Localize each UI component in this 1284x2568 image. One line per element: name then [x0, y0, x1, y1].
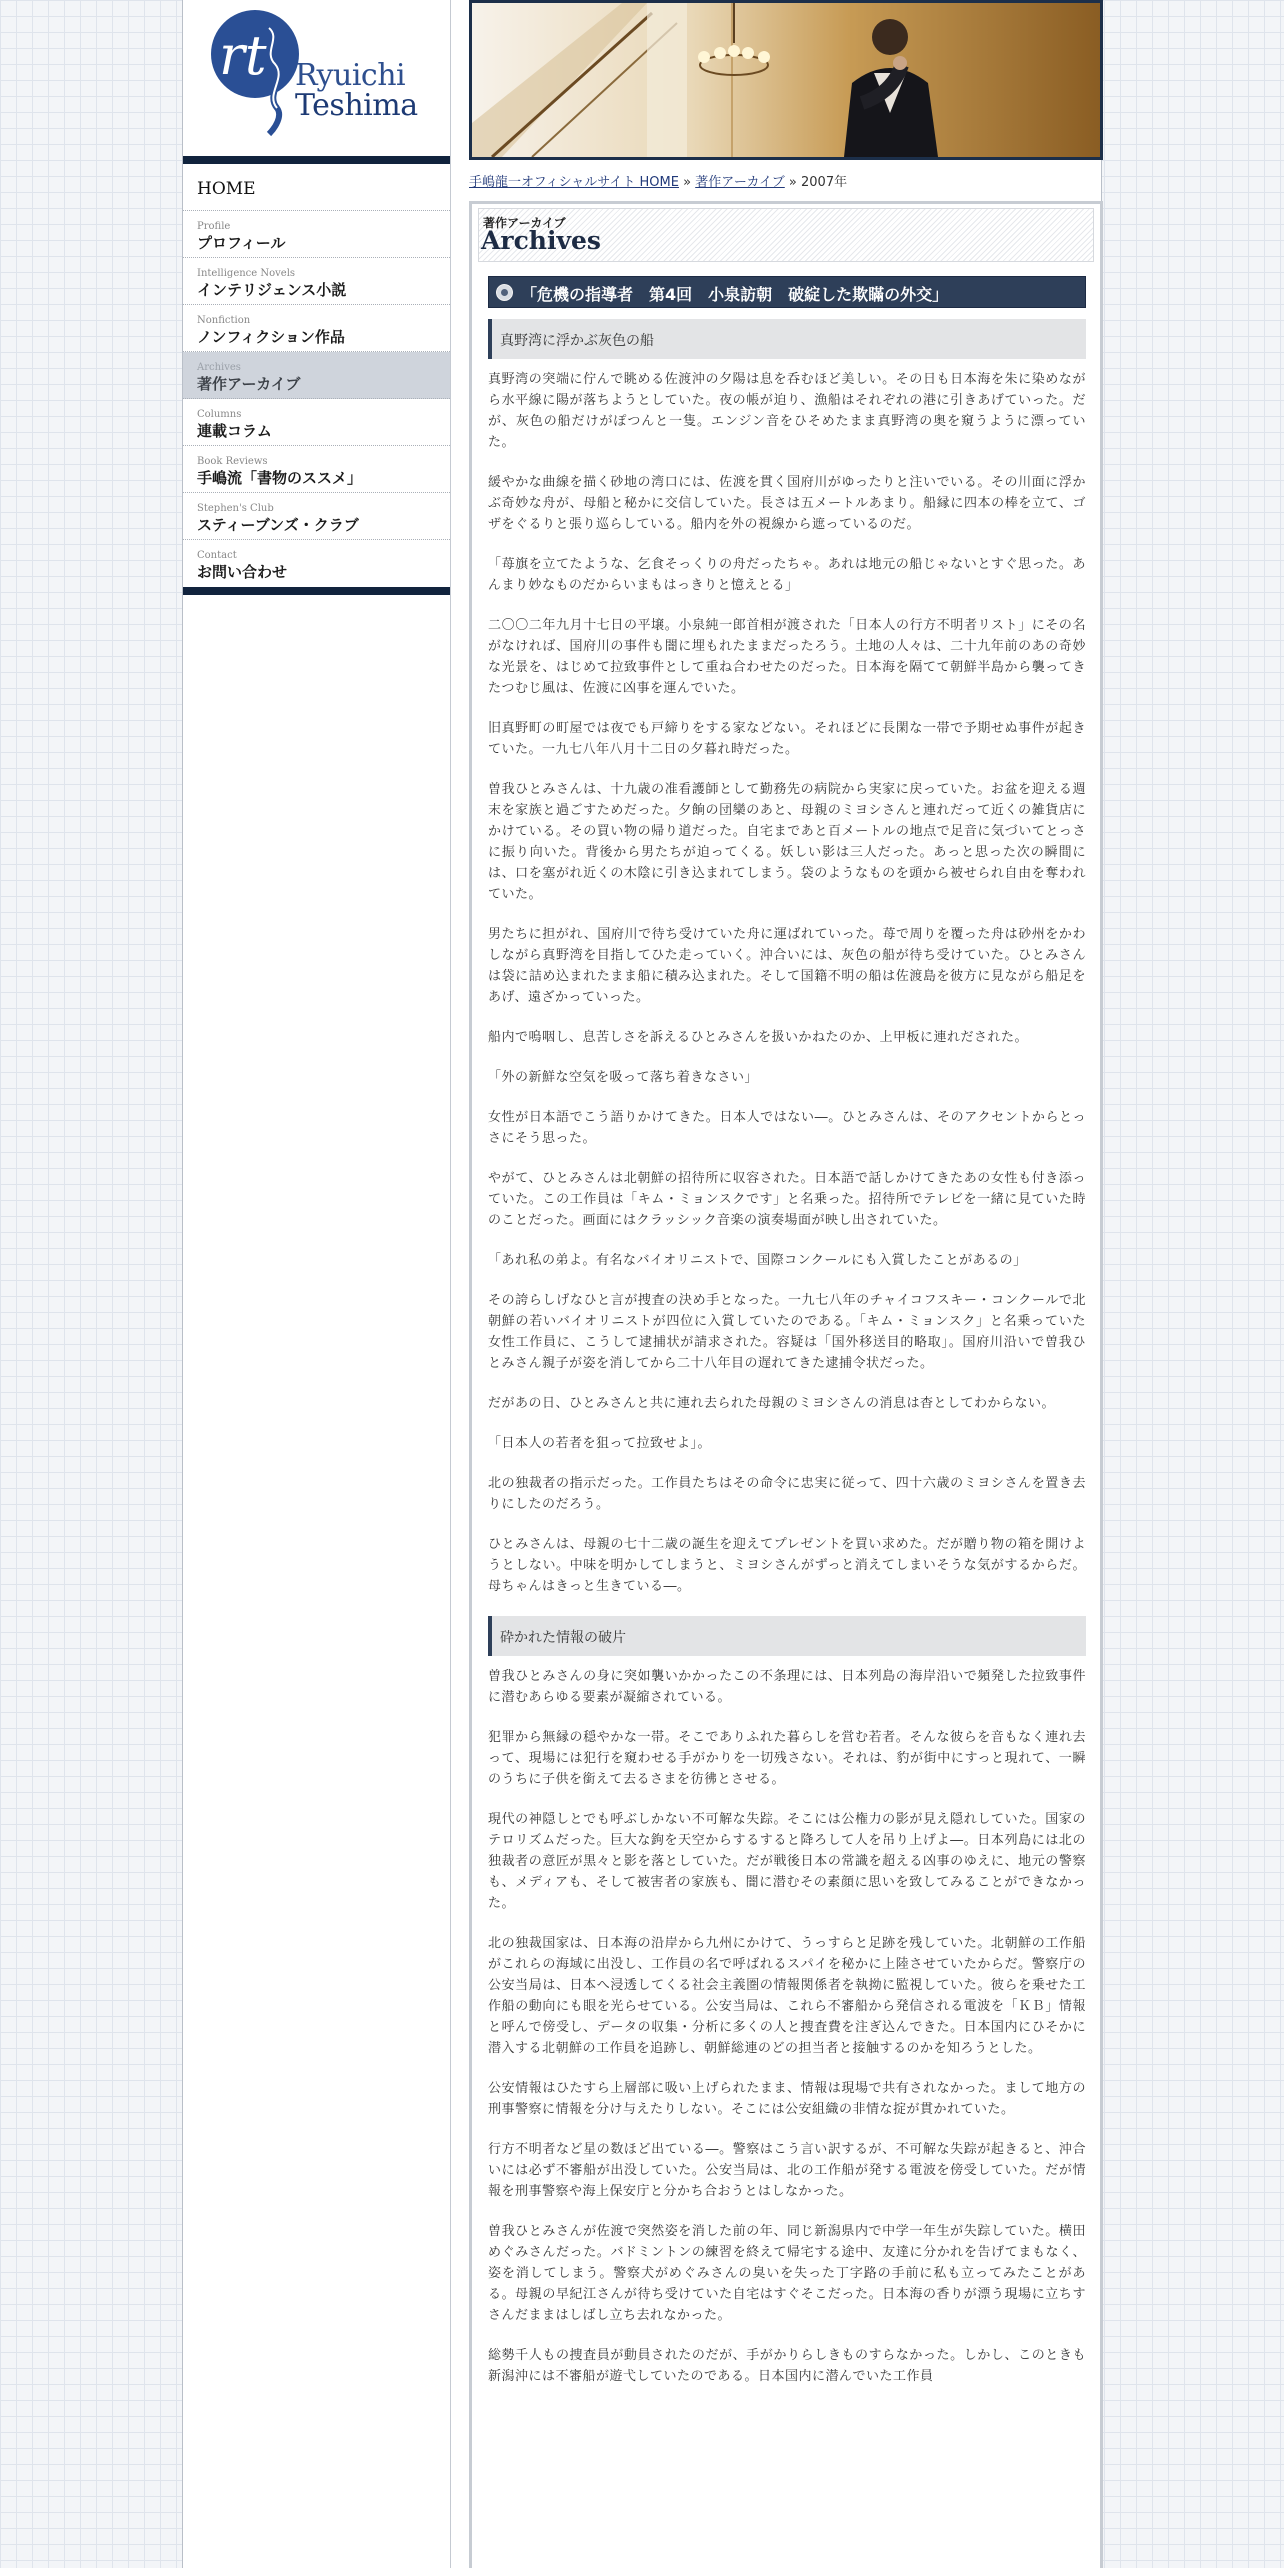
nav-item-sublabel: Nonfiction	[197, 315, 251, 326]
nav-item-label: 手嶋流「書物のススメ」	[197, 469, 363, 487]
nav-item-label: スティーブンズ・クラブ	[197, 516, 359, 534]
nav-item-label: お問い合わせ	[197, 563, 288, 581]
logo-text-first-name: Ryuichi	[295, 58, 406, 93]
nav-bottom-bar	[183, 587, 450, 595]
article-paragraph: 二〇〇二年九月十七日の平壌。小泉純一郎首相が渡された「日本人の行方不明者リスト」にその名がなければ、国府川の事件も闇に埋もれたままだったろう。土地の人々は、二十九年前のあの奇妙な光景を、はじめて拉致事件として重ね合わせたのだった。日本海を隔てて朝鮮半島から襲ってきたつむじ風は、佐渡に凶事を運んでいた。	[488, 618, 1086, 696]
page-title: Archives	[481, 226, 601, 255]
nav-item-label: ノンフィクション作品	[197, 328, 345, 346]
article-section-2	[488, 1666, 1086, 2387]
logo-emblem-icon	[211, 8, 307, 138]
article-paragraph: 旧真野町の町屋では夜でも戸締りをする家などない。それほどに長閑な一帯で予期せぬ事件が起きていた。一九七八年八月十二日の夕暮れ時だった。	[488, 721, 1086, 757]
nav-item-columns[interactable]	[183, 399, 450, 446]
nav-item-intelligence-novels[interactable]	[183, 258, 450, 305]
nav-top-bar	[183, 156, 450, 164]
article-paragraph: 犯罪から無縁の穏やかな一帯。そこでありふれた暮らしを営む若者。そんな彼らを音もなく連れ去って、現場には犯行を窺わせる手がかりを一切残さない。それは、豹が街中にすっと現れて、一瞬のうちに子供を銜えて去るさまを彷彿とさせる。	[488, 1730, 1086, 1787]
content-box	[469, 201, 1103, 2568]
article-title	[488, 276, 1086, 308]
breadcrumb-current: 2007年	[801, 175, 848, 190]
section-heading: 真野湾に浮かぶ灰色の船	[488, 319, 1086, 359]
article-title-text: 「危機の指導者 第4回 小泉訪朝 破綻した欺瞞の外交」	[521, 285, 949, 304]
nav-item-label: 連載コラム	[197, 422, 272, 440]
page-subtitle: 著作アーカイブ	[483, 216, 566, 230]
article-paragraph: 曽我ひとみさんは、十九歳の准看護師として勤務先の病院から実家に戻っていた。お盆を迎える週末を家族と過ごすためだった。夕餉の団欒のあと、母親のミヨシさんと連れだって近くの雑貨店にかけている。その買い物の帰り道だった。自宅まであと百メートルの地点で足音に気づいてとっさに振り向いた。背後から男たちが迫ってくる。妖しい影は三人だった。あっと思った次の瞬間には、口を塞がれ近くの木陰に引き込まれてしまう。袋のようなものを頭から被せられ自由を奪われていた。	[488, 782, 1086, 902]
nav-item-sublabel: Columns	[197, 409, 242, 420]
article-paragraph: 「あれ私の弟よ。有名なバイオリニストで、国際コンクールにも入賞したことがあるの」	[488, 1253, 1027, 1268]
nav-item-archives[interactable]	[183, 352, 450, 399]
bullet-icon	[496, 284, 513, 301]
nav-item-label: プロフィール	[197, 234, 286, 252]
article-paragraph: ひとみさんは、母親の七十二歳の誕生を迎えてプレゼントを買い求めた。だが贈り物の箱を開けようとしない。中味を明かしてしまうと、ミヨシさんがずっと消えてしまいそうな気がするからだ。母ちゃんはきっと生きている―。	[488, 1537, 1086, 1594]
article-paragraph: 緩やかな曲線を描く砂地の湾口には、佐渡を貫く国府川がゆったりと注いでいる。その川面に浮かぶ奇妙な舟が、母船と秘かに交信していた。長さは五メートルあまり。船縁に四本の棒を立て、ゴザをぐるりと張り巡らしている。船内を外の視線から遮っているのだ。	[488, 475, 1086, 532]
breadcrumb-home-link[interactable]: 手嶋龍一オフィシャルサイト HOME	[469, 175, 679, 190]
article-section-1	[488, 369, 1086, 1597]
breadcrumb	[469, 171, 847, 190]
article-paragraph: 曽我ひとみさんが佐渡で突然姿を消した前の年、同じ新潟県内で中学一年生が失踪していた。横田めぐみさんだった。バドミントンの練習を終えて帰宅する途中、友達に分かれを告げてまもなく、姿を消してしまう。警察犬がめぐみさんの臭いを失った丁字路の手前に私も立ってみたことがある。母親の早紀江さんが待ち受けていた自宅はすぐそこだった。日本海の香りが漂う現場に立ちすさんだままはしばし立ち去れなかった。	[488, 2224, 1086, 2323]
nav-item-sublabel: Intelligence Novels	[197, 268, 296, 279]
article-paragraph: だがあの日、ひとみさんと共に連れ去られた母親のミヨシさんの消息は杳としてわからない。	[488, 1396, 1056, 1411]
article-paragraph: 船内で嗚咽し、息苦しさを訴えるひとみさんを扱いかねたのか、上甲板に連れだされた。	[488, 1030, 1029, 1045]
article-paragraph: 北の独裁者の指示だった。工作員たちはその命令に忠実に従って、四十六歳のミヨシさんを置き去りにしたのだろう。	[488, 1476, 1086, 1512]
nav-item-sublabel: Book Reviews	[197, 456, 268, 467]
article-paragraph: 行方不明者など星の数ほど出ている―。警察はこう言い訳するが、不可解な失踪が起きると、沖合いには必ず不審船が出没していた。公安当局は、北の工作船が発する電波を傍受していた。だが情報を刑事警察や海上保安庁と分かち合おうとはしなかった。	[488, 2142, 1086, 2199]
article-paragraph: その誇らしげなひと言が捜査の決め手となった。一九七八年のチャイコフスキー・コンクールで北朝鮮の若いバイオリニストが四位に入賞していたのである。「キム・ミョンスク」と名乗っていた女性工作員に、こうして逮捕状が請求された。容疑は「国外移送目的略取」。国府川沿いで曽我ひとみさん親子が姿を消してから二十八年目の遅れてきた逮捕令状だった。	[488, 1293, 1086, 1371]
main-navigation	[183, 164, 450, 587]
header-photo	[469, 0, 1103, 160]
article-paragraph: 「日本人の若者を狙って拉致せよ」。	[488, 1436, 712, 1451]
site-logo[interactable]	[183, 0, 450, 156]
nav-item-nonfiction[interactable]	[183, 305, 450, 352]
article-paragraph: 総勢千人もの捜査員が動員されたのだが、手がかりらしきものすらなかった。しかし、このときも新潟沖には不審船が遊弋していたのである。日本国内に潜んでいた工作員	[488, 2348, 1086, 2384]
nav-item-book-reviews[interactable]	[183, 446, 450, 493]
article-paragraph: やがて、ひとみさんは北朝鮮の招待所に収容された。日本語で話しかけてきたあの女性も付き添っていた。この工作員は「キム・ミョンスクです」と名乗った。招待所でテレビを一緒に見ていた時のことだった。画面にはクラッシック音楽の演奏場面が映し出されていた。	[488, 1171, 1086, 1228]
nav-item-label: HOME	[197, 179, 256, 199]
nav-item-label: インテリジェンス小説	[197, 281, 347, 299]
article-paragraph: 「外の新鮮な空気を吸って落ち着きなさい」	[488, 1070, 759, 1085]
nav-item-sublabel: Archives	[197, 362, 241, 373]
nav-item-sublabel: Stephen's Club	[197, 503, 274, 514]
article-paragraph: 真野湾の突端に佇んで眺める佐渡沖の夕陽は息を呑むほど美しい。その日も日本海を朱に染めながら水平線に陽が落ちようとしていた。夜の帳が迫り、漁船はそれぞれの港に引きあげていった。だが、灰色の船だけがぽつんと一隻。エンジン音をひそめたまま真野湾の奥を窺うように漂っていた。	[488, 372, 1086, 450]
article-paragraph: 公安情報はひたすら上層部に吸い上げられたまま、情報は現場で共有されなかった。まして地方の刑事警察に情報を分け与えたりしない。そこには公安組織の非情な掟が貫かれていた。	[488, 2081, 1086, 2117]
page-wrapper	[182, 0, 1102, 2568]
nav-item-sublabel: Contact	[197, 550, 237, 561]
svg-text:rt: rt	[219, 24, 267, 87]
breadcrumb-separator: »	[678, 175, 696, 190]
article	[478, 262, 1094, 2387]
article-paragraph: 現代の神隠しとでも呼ぶしかない不可解な失踪。そこには公権力の影が見え隠れしていた。国家のテロリズムだった。巨大な鉤を天空からするすると降ろして人を吊り上げよ―。日本列島には北の独裁者の意匠が黒々と影を落としていた。だが戦後日本の常識を超える凶事のゆえに、地元の警察も、メディアも、そして被害者の家族も、闇に潜むその素顔に思いを致してみることができなかった。	[488, 1812, 1086, 1911]
logo-text-last-name: Teshima	[295, 88, 418, 123]
nav-item-contact[interactable]	[183, 540, 450, 587]
header-photo-illustration	[472, 3, 1100, 157]
nav-item-profile[interactable]	[183, 211, 450, 258]
section-heading: 砕かれた情報の破片	[488, 1616, 1086, 1656]
nav-item-label: 著作アーカイブ	[197, 375, 301, 393]
breadcrumb-archives-link[interactable]: 著作アーカイブ	[695, 175, 785, 190]
nav-item-stephens-club[interactable]	[183, 493, 450, 540]
article-paragraph: 「苺旗を立てたような、乞食そっくりの舟だったちゃ。あれは地元の船じゃないとすぐ思った。あんまり妙なものだからいまもはっきりと憶えとる」	[488, 557, 1086, 593]
sidebar	[183, 0, 451, 2568]
article-paragraph: 北の独裁国家は、日本海の沿岸から九州にかけて、うっすらと足跡を残していた。北朝鮮の工作船がこれらの海域に出没し、工作員の名で呼ばれるスパイを秘かに上陸させていたからだ。警察庁の公安当局は、日本へ浸透してくる社会主義圏の情報関係者を執拗に監視していた。彼らを乗せた工作船の動向にも眼を光らせている。公安当局は、これら不審船から発信される電波を「ＫＢ」情報と呼んで傍受し、データの収集・分析に多くの人と捜査費を注ぎ込んできた。日本国内にひそかに潜入する北朝鮮の工作員を追跡し、朝鮮総連のどの担当者と接触するのかを知ろうとした。	[488, 1936, 1086, 2056]
breadcrumb-separator: »	[784, 175, 801, 190]
page-heading	[478, 208, 1094, 262]
article-paragraph: 女性が日本語でこう語りかけてきた。日本人ではない―。ひとみさんは、そのアクセントからとっさにそう思った。	[488, 1110, 1086, 1146]
nav-item-home[interactable]	[183, 164, 450, 211]
article-paragraph: 曽我ひとみさんの身に突如襲いかかったこの不条理には、日本列島の海岸沿いで頻発した拉致事件に潜むあらゆる要素が凝縮されている。	[488, 1669, 1086, 1705]
nav-item-sublabel: Profile	[197, 221, 231, 232]
article-paragraph: 男たちに担がれ、国府川で待ち受けていた舟に運ばれていった。苺で周りを覆った舟は砂州をかわしながら真野湾を目指してひた走っていく。沖合いには、灰色の船が待ち受けていた。ひとみさんは袋に詰め込まれたまま船に積み込まれた。そして国籍不明の船は佐渡島を彼方に見ながら船足をあげ、遠ざかっていった。	[488, 927, 1086, 1005]
